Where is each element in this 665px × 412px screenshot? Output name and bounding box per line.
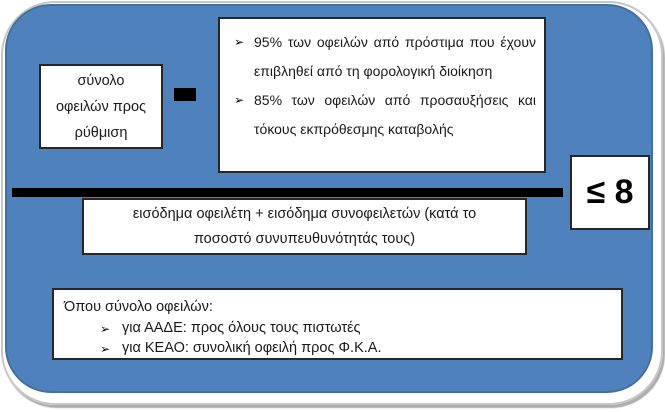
minus-icon <box>174 88 196 101</box>
deduction-item <box>220 28 536 86</box>
arrow-bullet-icon: ➢ <box>100 322 111 336</box>
legend-title: Όπου σύνολο οφειλών: <box>64 299 213 315</box>
denominator-line: εισόδημα οφειλέτη + εισόδημα συνοφειλετών (κατά το <box>132 206 477 222</box>
denominator-income-box <box>82 198 527 255</box>
numerator-deductions-box <box>218 17 546 173</box>
total-debts-line: σύνολο <box>77 72 125 89</box>
threshold-value: ≤ 8 <box>586 173 634 211</box>
arrow-bullet-icon: ➢ <box>234 93 245 107</box>
deduction-item <box>220 86 536 144</box>
deduction-item-text: 95% των οφειλών από πρόστιμα που έχουν επιβληθεί από τη φορολογική διοίκηση <box>254 34 536 79</box>
fraction-bar <box>12 188 563 197</box>
legend-item-text: για ΑΑΔΕ: προς όλους τους πιστωτές <box>122 320 361 336</box>
denominator-line: ποσοστό συνυπευθυνότητάς τους) <box>193 231 416 247</box>
threshold-box <box>570 155 650 230</box>
total-debts-line: οφειλών προς <box>55 98 147 115</box>
arrow-bullet-icon: ➢ <box>100 342 111 356</box>
legend-item <box>64 338 611 358</box>
deduction-item-text: 85% των οφειλών από προσαυξήσεις και τόκους εκπρόθεσμης καταβολής <box>254 92 536 137</box>
numerator-total-debts-box <box>39 64 163 149</box>
legend-item-text: για ΚΕΑΟ: συνολική οφειλή προς Φ.Κ.Α. <box>122 340 382 356</box>
legend-item <box>64 318 611 338</box>
total-debts-line: ρύθμιση <box>74 124 128 141</box>
legend-box <box>52 288 623 360</box>
arrow-bullet-icon: ➢ <box>234 35 245 49</box>
